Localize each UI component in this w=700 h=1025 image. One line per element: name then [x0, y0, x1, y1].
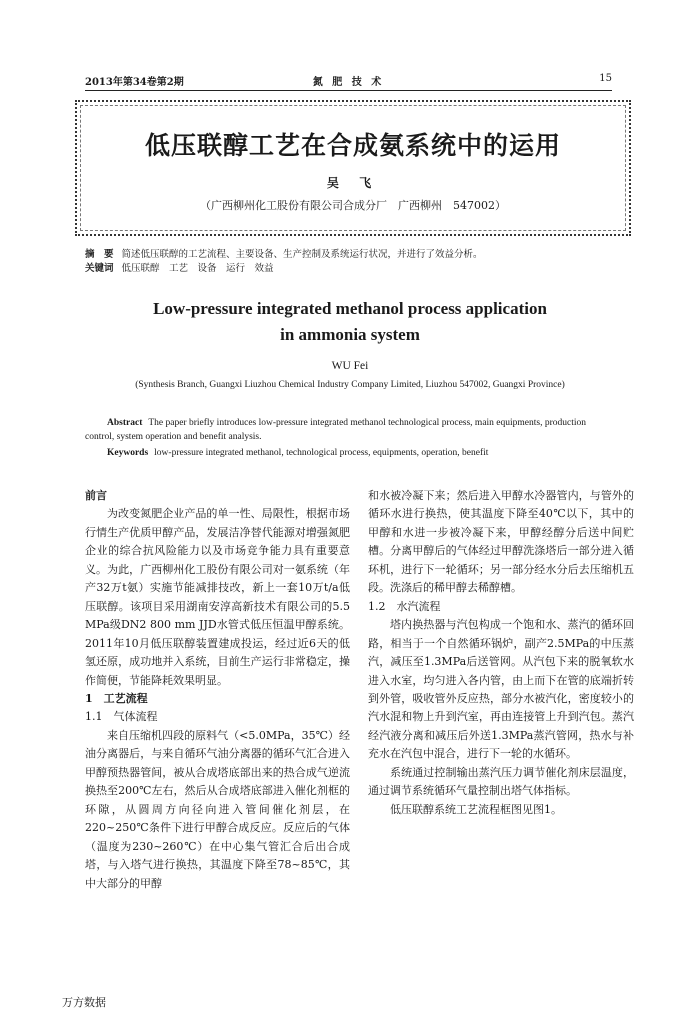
title-en-line2: in ammonia system — [280, 325, 420, 344]
issue-info: 2013年第34卷第2期 — [85, 77, 184, 88]
keywords-cn — [85, 262, 618, 275]
title-en — [0, 296, 700, 348]
author-cn: 吴 飞 — [326, 176, 380, 190]
header-rule — [85, 90, 612, 91]
journal-name: 氮 肥 技 术 — [312, 77, 385, 88]
affiliation-en: (Synthesis Branch, Guangxi Liuzhou Chemical Industry Company Limited, Liuzhou 547002, Guangxi Province) — [135, 380, 565, 390]
title-en-line1: Low-pressure integrated methanol process application — [153, 299, 547, 318]
keywords-en — [85, 446, 615, 460]
footer-watermark: 万方数据 — [62, 996, 106, 1009]
title-cn: 低压联醇工艺在合成氨系统中的运用 — [144, 131, 561, 160]
author-en: WU Fei — [331, 360, 369, 372]
abstract-cn — [85, 248, 618, 261]
title-box — [75, 100, 631, 236]
keywords-en-text: low-pressure integrated methanol, technological process, equipments, operation, benefit — [154, 448, 489, 458]
abstract-cn-text: 简述低压联醇的工艺流程、主要设备、生产控制及系统运行状况，并进行了效益分析。 — [121, 249, 483, 260]
preface-heading: 前言 — [85, 489, 107, 502]
keywords-en-label: Keywords — [107, 448, 149, 458]
section-1-1-paragraph: 来自压缩机四段的原料气（<5.0MPa，35℃）经油分离器后，与来自循环气油分离器的循环气汇合进入甲醇预热器管间，被从合成塔底部出来的热合成气逆流换热至200℃左右，然后从合成塔底部进入催化剂框的环隙，从圆周方向径向进入管间催化剂层，在220~250℃条件下进行甲醇合成反应。反应后的气体（温度为230~260℃）在中心集气管汇合后出合成塔，与入塔气进行换热，其温度下降至78~85℃，其中大部分的甲醇 — [85, 728, 350, 890]
section-1-heading: 1 工艺流程 — [85, 691, 148, 705]
keywords-cn-label: 关键词 — [85, 263, 114, 274]
body-column-right — [368, 487, 634, 819]
section-1-2-paragraph: 塔内换热器与汽包构成一个饱和水、蒸汽的循环回路，相当于一个自然循环锅炉，副产2.5MPa的中压蒸汽，减压至1.3MPa后送管网。从汽包下来的脱氧软水进入水室，均匀进入各内管，由上而下在管的底端折转到外管，吸收管外反应热，部分水被汽化，密度较小的汽水混和物上升到汽室，再由连接管上升到汽包。蒸汽经汽液分离和减压后外送1.3MPa蒸汽管网，热水与补充水在汽包中混合，进行下一轮的水循环。 — [368, 618, 634, 761]
preface-paragraph: 为改变氮肥企业产品的单一性、局限性，根据市场行情生产优质甲醇产品，发展洁净替代能源对增强氮肥企业的综合抗风险能力以及市场竞争能力具有重要意义。为此，广西柳州化工股份有限公司对一氨系统（年产32万t氨）实施节能减排技改，新上一套10万t/a低压联醇。该项目采用湖南安淳高新技术有限公司的5.5 MPa级DN2 800 mm JJD水管式低压恒温甲醇系统。2011年10月低压联醇装置建成投运，经过近6天的低氢还原，成功地并入系统，目前生产运行非常稳定，操作简便，节能降耗效果明显。 — [85, 507, 350, 687]
body-column-left — [85, 487, 350, 893]
abstract-en-text: The paper briefly introduces low-pressure integrated methanol technological process, main equipments, production control, system operation and benefit analysis. — [85, 418, 587, 442]
abstract-cn-label: 摘 要 — [85, 249, 114, 260]
running-header — [85, 73, 612, 89]
section-1-2-heading: 1.2 水汽流程 — [368, 599, 441, 613]
abstract-en-label: Abstract — [107, 418, 143, 428]
figure-ref-paragraph: 低压联醇系统工艺流程框图见图1。 — [390, 802, 562, 816]
control-paragraph: 系统通过控制输出蒸汽压力调节催化剂床层温度，通过调节系统循环气量控制出塔气体指标。 — [368, 765, 634, 798]
section-1-1-heading: 1.1 气体流程 — [85, 710, 158, 724]
page-number: 15 — [599, 73, 612, 84]
keywords-cn-text: 低压联醇 工艺 设备 运行 效益 — [121, 263, 274, 274]
affiliation-cn: （广西柳州化工股份有限公司合成分厂 广西柳州 547002） — [200, 199, 506, 212]
section-1-1-continuation: 和水被冷凝下来；然后进入甲醇水冷器管内，与管外的循环水进行换热，使其温度下降至40℃以下，其中的甲醇和水进一步被冷凝下来，甲醇经醇分后送中间贮槽。分离甲醇后的气体经过甲醇洗涤塔后一部分进入循环机，进行下一轮循环；另一部分经水分后去压缩机五段。洗涤后的稀甲醇去稀醇槽。 — [368, 489, 634, 595]
abstract-en — [85, 416, 615, 444]
